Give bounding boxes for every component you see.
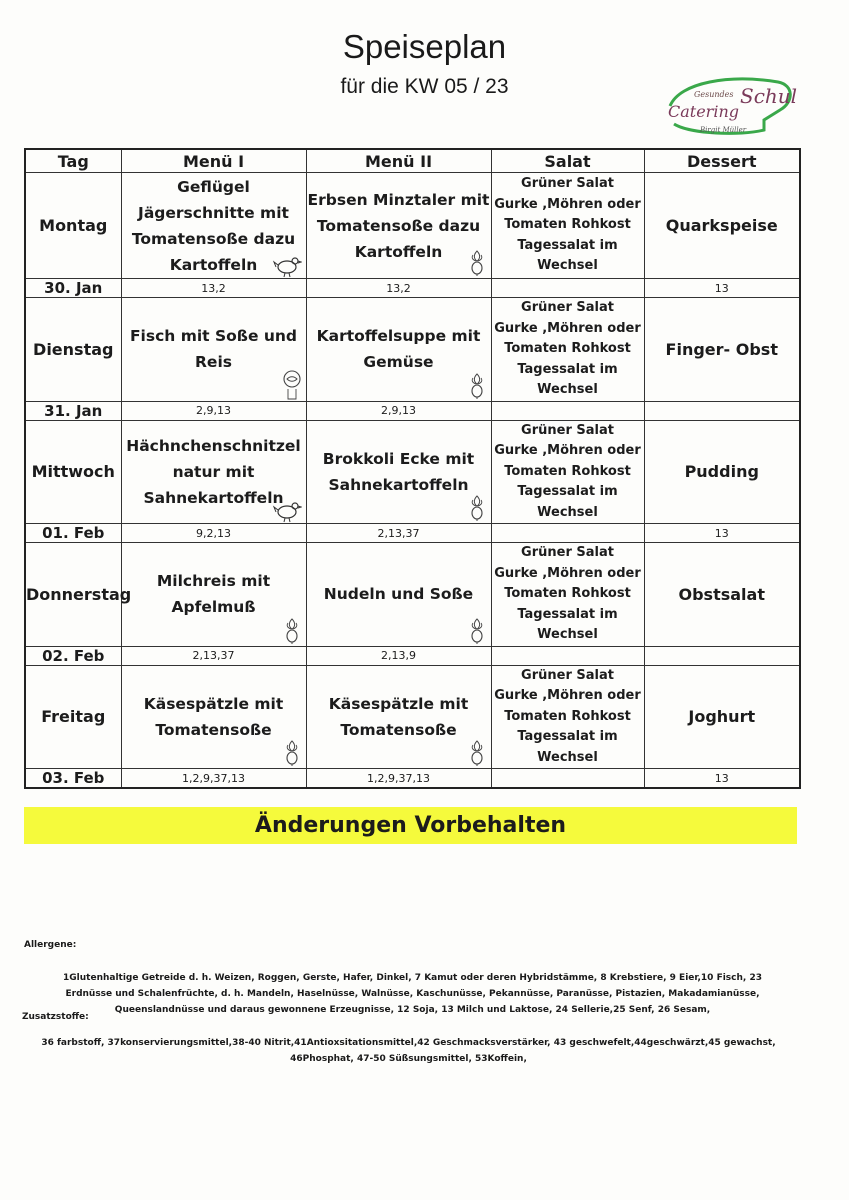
salat-line: Gurke ,Möhren oder xyxy=(494,688,641,703)
dish-text: Geflügel Jägerschnitte mit Tomatensoße dazu Kartoffeln xyxy=(131,177,296,274)
chicken-icon xyxy=(272,499,302,523)
salat-line: Gurke ,Möhren oder xyxy=(494,320,641,336)
menu-2-allergens: 13,2 xyxy=(306,279,491,298)
header-menu-1: Menü I xyxy=(121,149,306,173)
vegetable-icon xyxy=(469,739,485,767)
salat-allergens xyxy=(491,769,644,789)
dessert-allergens: 13 xyxy=(644,524,800,543)
header-menu-2: Menü II xyxy=(306,149,491,173)
dessert-cell: Joghurt xyxy=(644,665,800,769)
salat-line: Grüner Salat xyxy=(521,300,614,315)
vegetable-icon xyxy=(469,494,485,522)
salat-line: Gurke ,Möhren oder xyxy=(494,565,641,581)
day-date: 03. Feb xyxy=(25,769,121,789)
salat-line: Tagessalat im xyxy=(517,484,618,499)
table-row xyxy=(25,173,800,279)
salat-allergens xyxy=(491,401,644,420)
dish-text: Hächnchenschnitzel natur mit Sahnekartoffeln xyxy=(126,436,301,507)
day-date: 30. Jan xyxy=(25,279,121,298)
menu-1-allergens: 13,2 xyxy=(121,279,306,298)
salat-line: Wechsel xyxy=(537,749,598,765)
salat-cell xyxy=(491,420,644,524)
salat-line: Tagessalat im xyxy=(517,361,618,377)
dessert-allergens xyxy=(644,646,800,665)
dessert-cell: Obstsalat xyxy=(644,543,800,647)
allergene-text: 1Glutenhaltige Getreide d. h. Weizen, Roggen, Gerste, Hafer, Dinkel, 7 Kamut oder deren Hybridstämme, 8 Krebstiere, 9 Eier,10 Fisch, 23 Erdnüsse und Schalenfrüchte, d. h. Mandeln, Haselnüsse, Walnüsse, Kaschunüsse, Pekannüsse, Paranüsse, Pistazien, Makadamianüsse, Queenslandnüsse und daraus gewonnene Erzeugnisse, 12 Soja, 13 Milch und Laktose, 24 Sellerie,25 Senf, 26 Sesam, xyxy=(63,973,762,1015)
dish-text: Nudeln und Soße xyxy=(323,585,474,604)
salat-line: Grüner Salat xyxy=(521,667,614,683)
table-header-row xyxy=(25,149,800,173)
day-name: Dienstag xyxy=(25,298,121,402)
menu-2-dish xyxy=(306,173,491,279)
fish-icon xyxy=(282,367,302,401)
zusatzstoffe-text: 36 farbstoff, 37konservierungsmittel,38-40 Nitrit,41Antioxsitationsmittel,42 Geschmacksverstärker, 43 geschwefelt,44geschwärzt,45 gewachst, 46Phosphat, 47-50 Süßsungsmittel, 53Koffein, xyxy=(41,1038,776,1064)
page-title: Speiseplan xyxy=(342,28,507,65)
day-name: Montag xyxy=(25,173,121,279)
chicken-icon xyxy=(272,254,302,278)
dessert-allergens: 13 xyxy=(644,769,800,789)
menu-2-allergens: 2,13,9 xyxy=(306,646,491,665)
menu-2-dish xyxy=(306,543,491,647)
menu-2-dish xyxy=(306,420,491,524)
logo-tagline: Gesundes xyxy=(694,90,734,99)
menu-1-dish xyxy=(121,665,306,769)
salat-line: Gurke ,Möhren oder xyxy=(494,443,641,458)
allergene-heading: Allergene: xyxy=(24,940,77,950)
dish-text: Käsespätzle mit Tomatensoße xyxy=(328,694,469,739)
menu-2-allergens: 2,13,37 xyxy=(306,524,491,543)
salat-allergens xyxy=(491,279,644,298)
table-code-row xyxy=(25,769,800,789)
day-name: Freitag xyxy=(25,665,121,769)
salat-line: Tagessalat im xyxy=(517,729,618,744)
header-tag: Tag xyxy=(25,149,121,173)
menu-2-dish xyxy=(306,665,491,769)
dessert-cell: Finger- Obst xyxy=(644,298,800,402)
table-code-row xyxy=(25,524,800,543)
dessert-allergens xyxy=(644,401,800,420)
salat-allergens xyxy=(491,524,644,543)
salat-line: Tomaten Rohkost xyxy=(504,341,631,356)
dish-text: Fisch mit Soße und Reis xyxy=(129,327,298,372)
salat-allergens xyxy=(491,646,644,665)
menu-2-allergens: 2,9,13 xyxy=(306,401,491,420)
salat-line: Grüner Salat xyxy=(521,176,614,192)
day-date: 31. Jan xyxy=(25,401,121,420)
day-date: 01. Feb xyxy=(25,524,121,543)
menu-table xyxy=(24,148,801,789)
caterer-logo xyxy=(660,76,798,140)
salat-cell xyxy=(491,543,644,647)
table-row xyxy=(25,665,800,769)
dessert-cell: Pudding xyxy=(644,420,800,524)
vegetable-icon xyxy=(469,249,485,277)
salat-line: Grüner Salat xyxy=(521,422,614,438)
table-code-row xyxy=(25,646,800,665)
day-date: 02. Feb xyxy=(25,646,121,665)
salat-line: Tagessalat im xyxy=(517,237,618,253)
menu-1-allergens: 9,2,13 xyxy=(121,524,306,543)
salat-line: Wechsel xyxy=(537,382,598,397)
menu-1-dish xyxy=(121,173,306,279)
menu-1-dish xyxy=(121,298,306,402)
dessert-allergens: 13 xyxy=(644,279,800,298)
menu-2-allergens: 1,2,9,37,13 xyxy=(306,769,491,789)
menu-1-dish xyxy=(121,420,306,524)
menu-1-allergens: 1,2,9,37,13 xyxy=(121,769,306,789)
menu-2-dish xyxy=(306,298,491,402)
salat-line: Wechsel xyxy=(537,504,598,520)
vegetable-icon xyxy=(284,617,300,645)
zusatzstoffe-heading: Zusatzstoffe: xyxy=(22,1012,89,1022)
dessert-cell: Quarkspeise xyxy=(644,173,800,279)
header-dessert: Dessert xyxy=(644,149,800,173)
table-row xyxy=(25,298,800,402)
vegetable-icon xyxy=(469,617,485,645)
salat-line: Tomaten Rohkost xyxy=(504,463,631,479)
day-name: Donnerstag xyxy=(25,543,121,647)
dish-text: Kartoffelsuppe mit Gemüse xyxy=(316,327,481,372)
salat-line: Grüner Salat xyxy=(521,545,614,560)
table-code-row xyxy=(25,279,800,298)
salat-cell xyxy=(491,665,644,769)
salat-line: Tomaten Rohkost xyxy=(504,217,631,233)
salat-line: Tomaten Rohkost xyxy=(504,708,631,724)
menu-1-dish xyxy=(121,543,306,647)
vegetable-icon xyxy=(284,739,300,767)
menu-1-allergens: 2,9,13 xyxy=(121,401,306,420)
page-subtitle: für die KW 05 / 23 xyxy=(340,75,509,98)
salat-line: Wechsel xyxy=(537,258,598,274)
dish-text: Milchreis mit Apfelmuß xyxy=(156,572,271,617)
salat-cell xyxy=(491,173,644,279)
logo-schul: Schul xyxy=(740,84,798,108)
vegetable-icon xyxy=(469,372,485,400)
salat-line: Tomaten Rohkost xyxy=(504,586,631,601)
dish-text: Erbsen Minztaler mit Tomatensoße dazu Kartoffeln xyxy=(307,190,490,261)
salat-line: Tagessalat im xyxy=(517,606,618,622)
table-row xyxy=(25,543,800,647)
menu-1-allergens: 2,13,37 xyxy=(121,646,306,665)
salat-line: Gurke ,Möhren oder xyxy=(494,196,641,212)
dish-text: Brokkoli Ecke mit Sahnekartoffeln xyxy=(322,449,475,494)
table-row xyxy=(25,420,800,524)
logo-signature: Birgit Müller xyxy=(700,126,747,134)
day-name: Mittwoch xyxy=(25,420,121,524)
dish-text: Käsespätzle mit Tomatensoße xyxy=(143,694,284,739)
salat-line: Wechsel xyxy=(537,627,598,642)
changes-reserved-banner: Änderungen Vorbehalten xyxy=(24,807,797,844)
salat-cell xyxy=(491,298,644,402)
logo-catering: Catering xyxy=(668,102,739,121)
table-code-row xyxy=(25,401,800,420)
header-salat: Salat xyxy=(491,149,644,173)
